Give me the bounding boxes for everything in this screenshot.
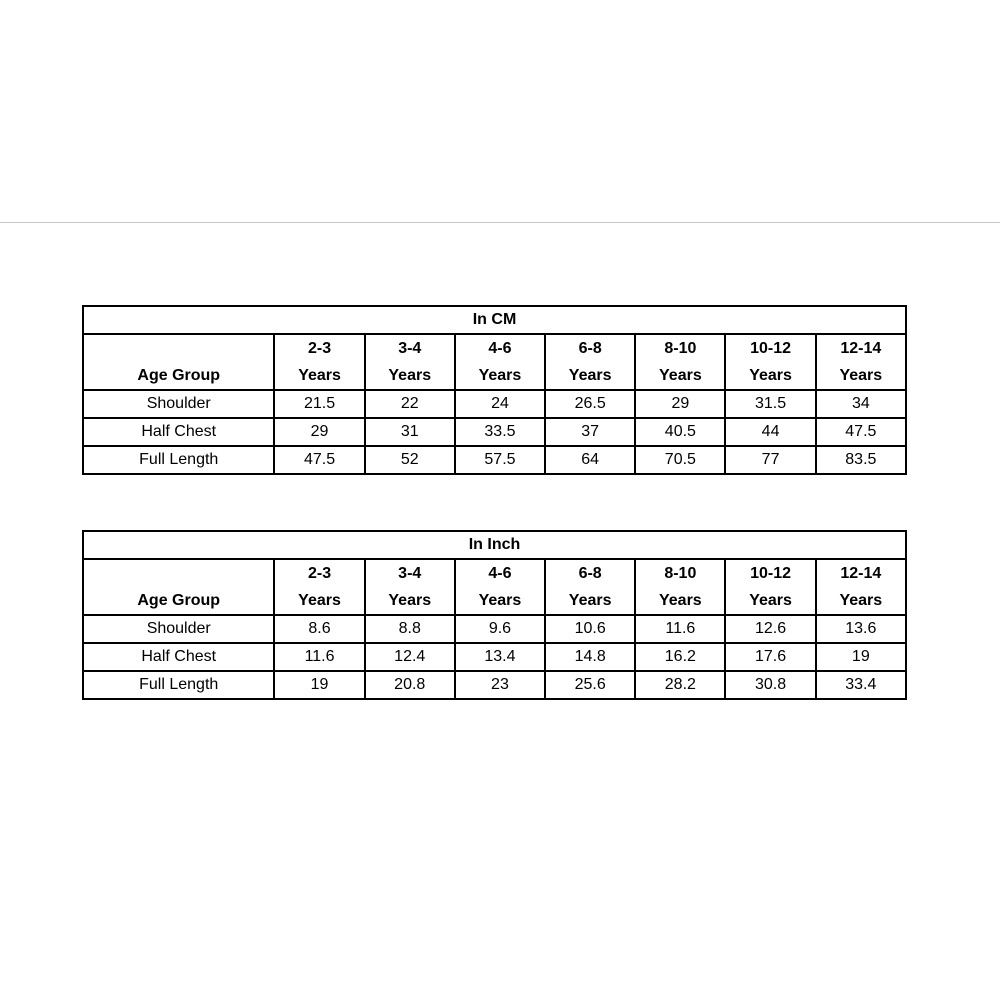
table-cell: 47.5 xyxy=(274,446,364,474)
horizontal-divider xyxy=(0,222,1000,223)
column-header-unit: Years xyxy=(388,367,432,384)
table-title: In Inch xyxy=(83,531,906,559)
table-title-row xyxy=(83,306,906,334)
column-header xyxy=(365,334,455,390)
column-header-unit: Years xyxy=(298,592,341,609)
row-label: Full Length xyxy=(83,446,274,474)
column-header-unit: Years xyxy=(839,367,883,384)
column-header-range: 2-3 xyxy=(307,340,332,357)
table-cell: 26.5 xyxy=(545,390,635,418)
column-header-unit: Years xyxy=(839,592,883,609)
table-cell: 13.4 xyxy=(455,643,545,671)
column-header-range: 6-8 xyxy=(578,340,602,357)
table-row xyxy=(83,615,906,643)
column-header-range: 4-6 xyxy=(488,565,512,582)
column-header-unit: Years xyxy=(478,367,522,384)
column-header-range: 2-3 xyxy=(307,565,332,582)
table-cell: 20.8 xyxy=(365,671,455,699)
column-header xyxy=(545,559,635,615)
column-header xyxy=(455,559,545,615)
table-cell: 12.4 xyxy=(365,643,455,671)
table-cell: 25.6 xyxy=(545,671,635,699)
column-header xyxy=(725,334,815,390)
table-row xyxy=(83,390,906,418)
table-cell: 21.5 xyxy=(274,390,364,418)
row-label: Half Chest xyxy=(83,643,274,671)
column-header-range: 3-4 xyxy=(398,340,422,357)
table-body xyxy=(83,306,906,474)
column-header xyxy=(274,559,364,615)
table-cell: 37 xyxy=(545,418,635,446)
table-body xyxy=(83,531,906,699)
size-table-inch xyxy=(82,530,907,700)
column-header xyxy=(274,334,364,390)
size-table-cm xyxy=(82,305,907,475)
table-cell: 14.8 xyxy=(545,643,635,671)
table-cell: 19 xyxy=(816,643,906,671)
table-cell: 19 xyxy=(274,671,364,699)
table-cell: 30.8 xyxy=(725,671,815,699)
column-header-unit: Years xyxy=(568,367,612,384)
column-header xyxy=(365,559,455,615)
table-title: In CM xyxy=(83,306,906,334)
column-header-range: 8-10 xyxy=(664,565,697,582)
column-header-unit: Years xyxy=(659,367,702,384)
column-header-range: 3-4 xyxy=(398,565,422,582)
column-header-range: 6-8 xyxy=(578,565,602,582)
row-label: Shoulder xyxy=(83,390,274,418)
table-row xyxy=(83,643,906,671)
table-cell: 16.2 xyxy=(635,643,725,671)
table-cell: 10.6 xyxy=(545,615,635,643)
column-header-range: 8-10 xyxy=(664,340,697,357)
column-header xyxy=(455,334,545,390)
table-cell: 33.5 xyxy=(455,418,545,446)
table-cell: 70.5 xyxy=(635,446,725,474)
table-cell: 8.8 xyxy=(365,615,455,643)
table-cell: 33.4 xyxy=(816,671,906,699)
table-cell: 29 xyxy=(274,418,364,446)
table-row xyxy=(83,446,906,474)
table-title-row xyxy=(83,531,906,559)
table-cell: 47.5 xyxy=(816,418,906,446)
column-header-unit: Years xyxy=(749,592,792,609)
table-cell: 77 xyxy=(725,446,815,474)
table-cell: 11.6 xyxy=(635,615,725,643)
column-header-range: 12-14 xyxy=(840,340,882,357)
column-header xyxy=(545,334,635,390)
table-header-row xyxy=(83,334,906,390)
column-header xyxy=(816,334,906,390)
column-header-range: 10-12 xyxy=(750,340,792,357)
table-cell: 31.5 xyxy=(725,390,815,418)
table-cell: 64 xyxy=(545,446,635,474)
row-label: Shoulder xyxy=(83,615,274,643)
column-header-range: 12-14 xyxy=(840,565,882,582)
age-group-label: Age Group xyxy=(83,334,274,390)
column-header-unit: Years xyxy=(749,367,792,384)
table-cell: 12.6 xyxy=(725,615,815,643)
table-row xyxy=(83,671,906,699)
column-header-unit: Years xyxy=(568,592,612,609)
column-header xyxy=(725,559,815,615)
table-cell: 17.6 xyxy=(725,643,815,671)
table-cell: 57.5 xyxy=(455,446,545,474)
table-cell: 40.5 xyxy=(635,418,725,446)
column-header xyxy=(635,334,725,390)
column-header-unit: Years xyxy=(388,592,432,609)
table-cell: 24 xyxy=(455,390,545,418)
row-label: Half Chest xyxy=(83,418,274,446)
table-cell: 22 xyxy=(365,390,455,418)
column-header xyxy=(635,559,725,615)
column-header-unit: Years xyxy=(658,592,702,609)
table-cell: 52 xyxy=(365,446,455,474)
table-cell: 8.6 xyxy=(274,615,364,643)
table-cell: 31 xyxy=(365,418,455,446)
column-header-unit: Years xyxy=(478,592,522,609)
table-header-row xyxy=(83,559,906,615)
column-header-range: 4-6 xyxy=(488,340,512,357)
row-label: Full Length xyxy=(83,671,274,699)
table-cell: 83.5 xyxy=(816,446,906,474)
table-cell: 28.2 xyxy=(635,671,725,699)
age-group-label: Age Group xyxy=(83,559,274,615)
table-cell: 23 xyxy=(455,671,545,699)
table-cell: 11.6 xyxy=(274,643,364,671)
column-header xyxy=(816,559,906,615)
table-cell: 29 xyxy=(635,390,725,418)
table-cell: 13.6 xyxy=(816,615,906,643)
column-header-range: 10-12 xyxy=(750,565,792,582)
table-cell: 44 xyxy=(725,418,815,446)
table-row xyxy=(83,418,906,446)
table-cell: 34 xyxy=(816,390,906,418)
column-header-unit: Years xyxy=(298,367,341,384)
table-cell: 9.6 xyxy=(455,615,545,643)
